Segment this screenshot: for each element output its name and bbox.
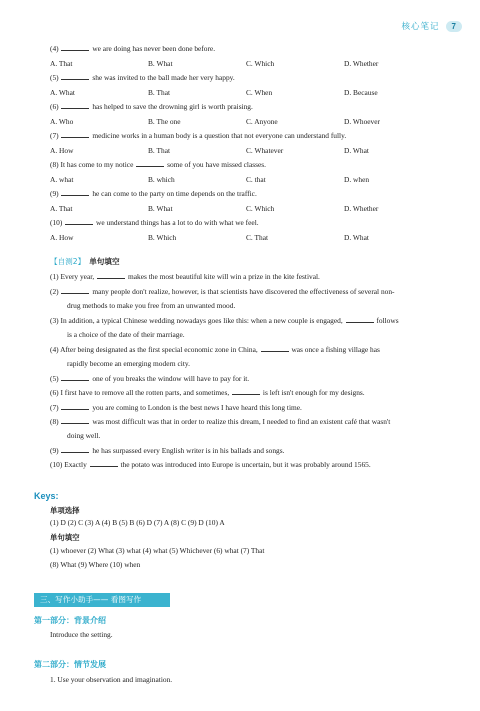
answer-blank[interactable] <box>61 189 89 196</box>
option[interactable]: C. that <box>246 175 266 184</box>
header-title: 核心笔记 <box>401 22 440 32</box>
option[interactable]: B. What <box>148 59 173 68</box>
part2-text: 1. Use your observation and imagination. <box>50 675 173 684</box>
answer-blank[interactable] <box>90 460 118 467</box>
answer-blank[interactable] <box>61 287 89 294</box>
answer-blank[interactable] <box>261 345 289 352</box>
section-title: 单句填空 <box>89 257 120 266</box>
option[interactable]: B. which <box>148 175 175 184</box>
answer-blank[interactable] <box>61 417 89 424</box>
option[interactable]: B. The one <box>148 117 181 126</box>
part1-title: 第一部分：背景介绍 <box>34 616 106 625</box>
option[interactable]: B. That <box>148 146 171 155</box>
page-number: 7 <box>446 21 462 32</box>
fill-question: (9) he has surpassed every English writer is in his ballads and songs. <box>50 446 285 455</box>
option[interactable]: C. Whatever <box>246 146 284 155</box>
mc-question: (7) medicine works in a human body is a question that not everyone can understand fully. <box>50 131 347 140</box>
fill-continuation: rapidly become an emerging modern city. <box>67 359 190 368</box>
option[interactable]: D. Whether <box>344 204 379 213</box>
page-header <box>402 20 462 32</box>
section-banner: 三、写作小助手—— 看图写作 <box>34 593 170 607</box>
answer-blank[interactable] <box>136 160 164 167</box>
option[interactable]: B. What <box>148 204 173 213</box>
option[interactable]: A. Who <box>50 117 74 126</box>
option[interactable]: D. Because <box>344 88 378 97</box>
option[interactable]: B. Which <box>148 233 177 242</box>
option[interactable]: A. That <box>50 59 73 68</box>
option[interactable]: D. when <box>344 175 370 184</box>
answer-blank[interactable] <box>61 446 89 453</box>
fill-question: (2) many people don't realize, however, is that scientists have discovered the effectiveness of several non- <box>50 287 395 296</box>
fill-question: (7) you are coming to London is the best news I have heard this long time. <box>50 403 302 412</box>
option[interactable]: A. What <box>50 88 75 97</box>
fill-question: (8) was most difficult was that in order to realize this dream, I needed to find an existent café that wasn't <box>50 417 391 426</box>
option[interactable]: A. That <box>50 204 73 213</box>
fill-continuation: doing well. <box>67 431 101 440</box>
part2-title: 第二部分：情节发展 <box>34 660 106 669</box>
option[interactable]: D. What <box>344 233 369 242</box>
keys-fill-line-1: (1) whoever (2) What (3) what (4) what (5) Whichever (6) what (7) That <box>50 546 265 555</box>
option[interactable]: A. what <box>50 175 74 184</box>
option[interactable]: C. Which <box>246 59 275 68</box>
answer-blank[interactable] <box>97 272 125 279</box>
mc-question: (4) we are doing has never been done before. <box>50 44 216 53</box>
answer-blank[interactable] <box>61 403 89 410</box>
fill-question: (3) In addition, a typical Chinese wedding nowadays goes like this: when a new couple is engaged, follows <box>50 316 399 325</box>
keys-fill-line-2: (8) What (9) Where (10) when <box>50 560 141 569</box>
answer-blank[interactable] <box>61 102 89 109</box>
mc-question: (10) we understand things has a lot to do with what we feel. <box>50 218 259 227</box>
keys-mc-title: 单项选择 <box>50 506 80 515</box>
option[interactable]: A. How <box>50 233 74 242</box>
fill-continuation: is a choice of the date of their marriage. <box>67 330 185 339</box>
fill-question: (1) Every year, makes the most beautiful kite will win a prize in the kite festival. <box>50 272 320 281</box>
fill-continuation: drug methods to make you free from an unwanted mood. <box>67 301 236 310</box>
fill-question: (10) Exactly the potato was introduced into Europe is uncertain, but it was probably around 1565. <box>50 460 371 469</box>
section-heading <box>50 256 120 267</box>
answer-blank[interactable] <box>61 374 89 381</box>
part1-text: Introduce the setting. <box>50 630 113 639</box>
fill-question: (5) one of you breaks the window will have to pay for it. <box>50 374 250 383</box>
mc-question: (6) has helped to save the drowning girl is worth praising. <box>50 102 253 111</box>
mc-question: (8) It has come to my notice some of you have missed classes. <box>50 160 267 169</box>
option[interactable]: B. That <box>148 88 171 97</box>
option[interactable]: C. When <box>246 88 273 97</box>
answer-blank[interactable] <box>346 316 374 323</box>
option[interactable]: C. Anyone <box>246 117 278 126</box>
answer-blank[interactable] <box>65 218 93 225</box>
section-tag: 【自测2】 <box>50 257 86 266</box>
keys-fill-title: 单句填空 <box>50 533 80 542</box>
fill-question: (4) After being designated as the first special economic zone in China, was once a fishing village has <box>50 345 380 354</box>
option[interactable]: C. Which <box>246 204 275 213</box>
keys-mc-answers: (1) D (2) C (3) A (4) B (5) B (6) D (7) A (8) C (9) D (10) A <box>50 518 225 527</box>
fill-question: (6) I first have to remove all the rotten parts, and sometimes, is left isn't enough for my designs. <box>50 388 365 397</box>
answer-blank[interactable] <box>61 44 89 51</box>
keys-title: Keys: <box>34 491 59 501</box>
option[interactable]: C. That <box>246 233 269 242</box>
answer-blank[interactable] <box>61 131 89 138</box>
answer-blank[interactable] <box>232 388 260 395</box>
option[interactable]: A. How <box>50 146 74 155</box>
option[interactable]: D. What <box>344 146 369 155</box>
option[interactable]: D. Whoever <box>344 117 380 126</box>
answer-blank[interactable] <box>61 73 89 80</box>
mc-question: (9) he can come to the party on time depends on the traffic. <box>50 189 257 198</box>
mc-question: (5) she was invited to the ball made her very happy. <box>50 73 235 82</box>
option[interactable]: D. Whether <box>344 59 379 68</box>
